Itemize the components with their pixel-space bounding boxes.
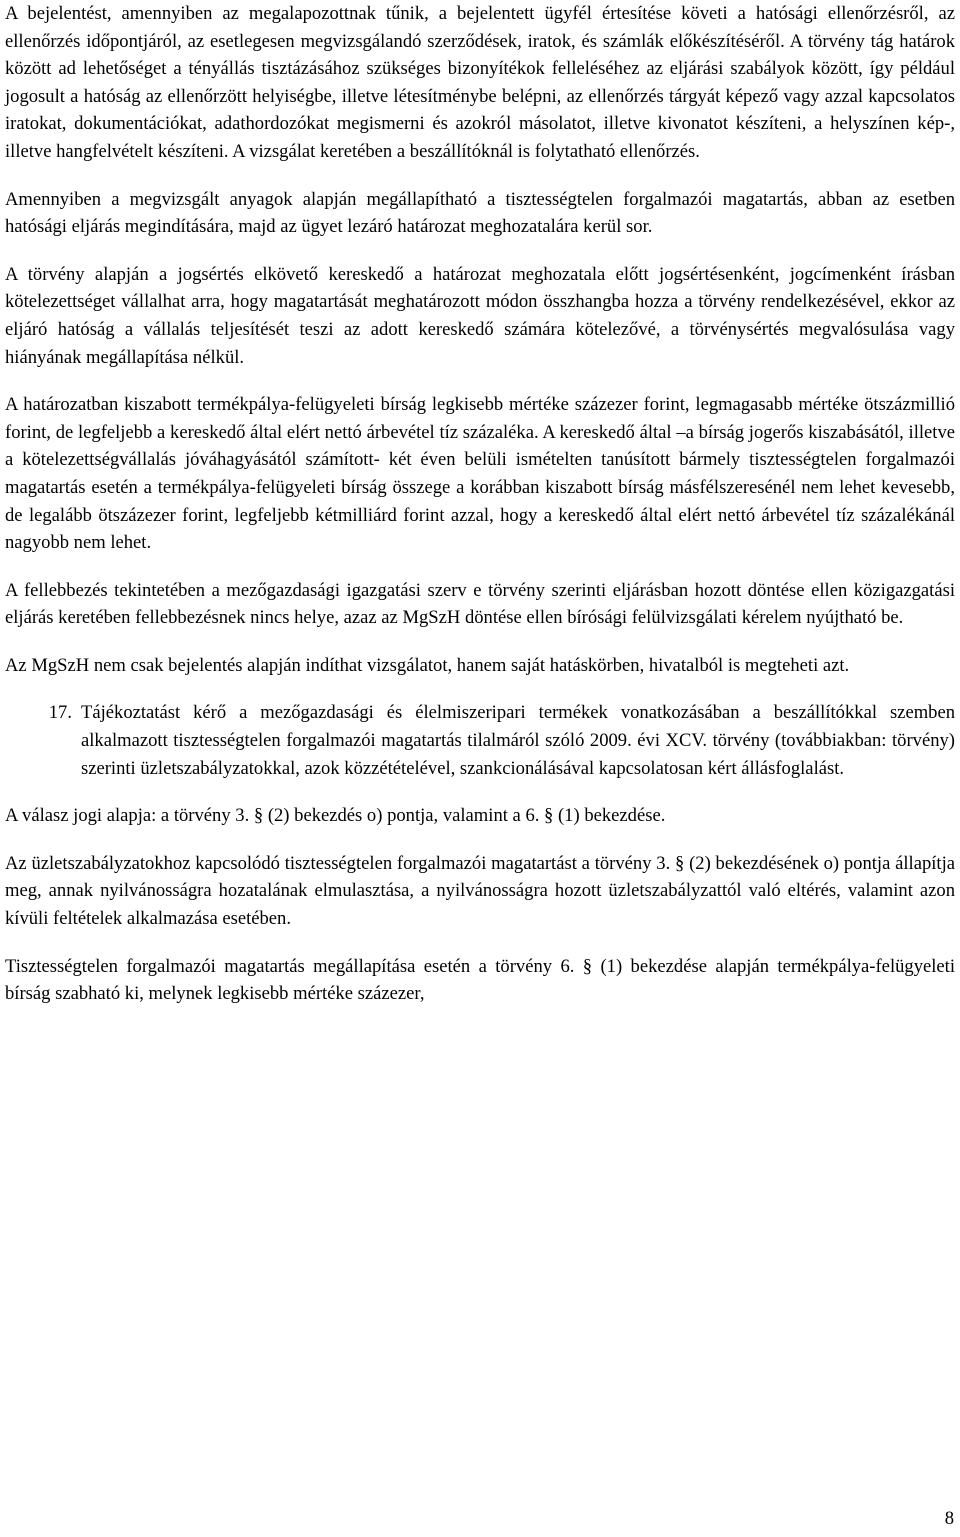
paragraph-fine-basis: Tisztességtelen forgalmazói magatartás megállapítása esetén a törvény 6. § (1) bekezdése alapján termékpálya-felügyeleti bírság szabható ki, melynek legkisebb mértéke százezer, [5,955,955,1005]
document-page [5,0,955,1008]
paragraph-authority-proceedings: Amennyiben a megvizsgált anyagok alapján megállapítható a tisztességtelen forgalmazói magatartás, abban az esetben hatósági eljárás megindítására, majd az ügyet lezáró határozat meghozatalára kerül sor. [5,188,955,238]
paragraph-commitment: A törvény alapján a jogsértés elkövető kereskedő a határozat meghozatala előtt jogsértésenként, jogcímenként írásban kötelezettséget vállalhat arra, hogy magatartását meghatározott módon összhangba hozza a törvény rendelkezésével, ekkor az eljáró hatóság a vállalás teljesítését teszi az adott kereskedő számára kötelezővé, a törvénysértés megvalósulása vagy hiányának megállapítása nélkül. [5,263,955,368]
paragraph-gap [5,166,955,186]
paragraph-gap [5,241,955,261]
paragraph-fine-amounts: A határozatban kiszabott termékpálya-felügyeleti bírság legkisebb mértéke százezer forint, legmagasabb mértéke ötszázmillió forint, de legfeljebb a kereskedő által elért nettó árbevétel tíz százaléka. A kereskedő által –a bírság jogerős kiszabásától, illetve a kötelezettségvállalás jóváhagyásától számított- két éven belüli ismételten tanúsított bármely tisztességtelen forgalmazói magatartás esetén a termékpálya-felügyeleti bírság összege a korábban kiszabott bírság másfélszeresénél nem lehet kevesebb, de legalább ötszázezer forint, legfeljebb kétmilliárd forint azzal, hogy a kereskedő által elért nettó árbevétel tíz százalékánál nagyobb nem lehet. [5,394,955,554]
paragraph-gap [5,371,955,391]
paragraph-business-rules: Az üzletszabályzatokhoz kapcsolódó tisztességtelen forgalmazói magatartást a törvény 3. § (2) bekezdésének o) pontja állapítja meg, annak nyilvánosságra hozatalának elmulasztása, a nyilvánosságra hozott üzletszabályzattól való eltérés, valamint azon kívüli feltételek alkalmazása esetében. [5,852,955,930]
paragraph-gap [5,830,955,850]
paragraph-appeal: A fellebbezés tekintetében a mezőgazdasági igazgatási szerv e törvény szerinti eljárásban hozott döntése ellen közigazgatási eljárás keretében fellebbezésnek nincs helye, azaz az MgSzH döntése ellen bírósági felülvizsgálati kérelem nyújtható be. [5,579,955,629]
page-number: 8 [944,1508,954,1529]
list-text: Tájékoztatást kérő a mezőgazdasági és élelmiszeripari termékek vonatkozásában a beszállítókkal szemben alkalmazott tisztességtelen forgalmazói magatartás tilalmáról szóló 2009. évi XCV. törvény (továbbiakban: törvény) szerinti üzletszabályzatokkal, azok közzétételével, szankcionálásával kapcsolatosan kért állásfoglalást. [81,702,955,779]
paragraph-ex-officio: Az MgSzH nem csak bejelentés alapján indíthat vizsgálatot, hanem saját hatáskörben, hivatalból is megteheti azt. [5,654,850,676]
paragraph-notification-procedure: A bejelentést, amennyiben az megalapozottnak tűnik, a bejelentett ügyfél értesítése követi a hatósági ellenőrzésről, az ellenőrzés időpontjáról, az esetlegesen megvizsgálandó szerződések, iratok, és számlák előkészítéséről. A törvény tág határok között ad lehetőséget a tényállás tisztázásához szükséges bizonyítékok felleléséhez az eljárási szabályok között, így például jogosult a hatóság az ellenőrzött helyiségbe, illetve létesítménybe belépni, az ellenőrzés tárgyát képező vagy azzal kapcsolatos iratokat, dokumentációkat, adathordozókat megismerni és azokról másolatot, illetve kivonatot készíteni, a helyszínen kép-, illetve hangfelvételt készíteni. A vizsgálat keretében a beszállítóknál is folytatható ellenőrzés. [5,3,955,162]
paragraph-gap [5,782,955,802]
paragraph-gap [5,557,955,577]
paragraph-legal-basis: A válasz jogi alapja: a törvény 3. § (2) bekezdés o) pontja, valamint a 6. § (1) bekezdése. [5,805,666,827]
paragraph-gap [5,632,955,652]
numbered-item-17 [5,699,955,782]
paragraph-gap [5,679,955,699]
paragraph-gap [5,933,955,953]
list-number: 17. [48,702,72,724]
